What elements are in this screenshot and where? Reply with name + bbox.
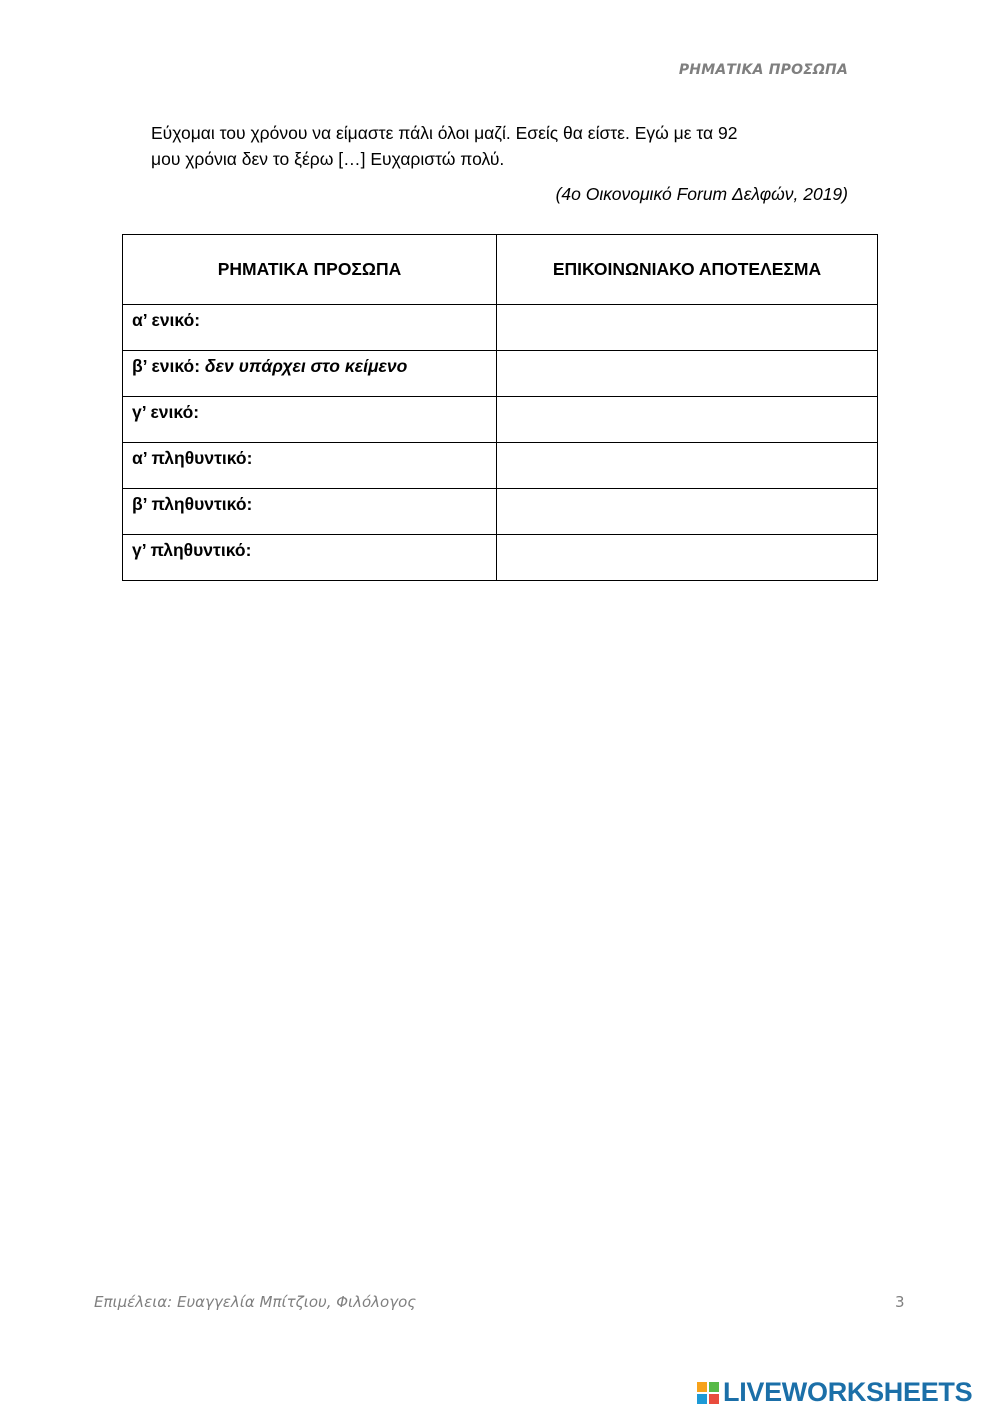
effect-answer-cell[interactable] bbox=[497, 489, 878, 535]
row-label-cell bbox=[123, 305, 497, 351]
person-label: γ’ ενικό: bbox=[132, 402, 200, 422]
table-row bbox=[123, 489, 878, 535]
row-label-cell bbox=[123, 489, 497, 535]
page-number: 3 bbox=[895, 1293, 905, 1311]
row-label-cell bbox=[123, 443, 497, 489]
effect-answer-cell[interactable] bbox=[497, 535, 878, 581]
table-row bbox=[123, 305, 878, 351]
verb-persons-table bbox=[122, 234, 878, 581]
row-label-cell bbox=[123, 351, 497, 397]
column-header-effect: ΕΠΙΚΟΙΝΩΝΙΑΚΟ ΑΠΟΤΕΛΕΣΜΑ bbox=[497, 235, 878, 305]
row-label-cell bbox=[123, 397, 497, 443]
quote-text bbox=[151, 120, 851, 172]
table-row bbox=[123, 443, 878, 489]
quote-line-1: Εύχομαι του χρόνου να είμαστε πάλι όλοι μαζί. Εσείς θα είστε. Εγώ με τα 92 bbox=[151, 123, 738, 143]
logo-squares-icon bbox=[697, 1382, 719, 1404]
quote-line-2: μου χρόνια δεν το ξέρω […] Ευχαριστώ πολύ. bbox=[151, 149, 505, 169]
effect-answer-cell[interactable] bbox=[497, 305, 878, 351]
liveworksheets-logo bbox=[697, 1377, 972, 1408]
effect-answer-cell[interactable] bbox=[497, 443, 878, 489]
person-label: β’ ενικό: bbox=[132, 356, 201, 376]
person-note: δεν υπάρχει στο κείμενο bbox=[204, 356, 408, 376]
effect-answer-cell[interactable] bbox=[497, 397, 878, 443]
person-label: β’ πληθυντικό: bbox=[132, 494, 253, 514]
logo-square bbox=[709, 1382, 719, 1392]
person-label: α’ ενικό: bbox=[132, 310, 201, 330]
column-header-persons: ΡΗΜΑΤΙΚΑ ΠΡΟΣΩΠΑ bbox=[123, 235, 497, 305]
effect-answer-cell[interactable] bbox=[497, 351, 878, 397]
running-header-title: ΡΗΜΑΤΙΚΑ ΠΡΟΣΩΠΑ bbox=[678, 62, 848, 78]
table-header-row bbox=[123, 235, 878, 305]
footer-credit: Επιμέλεια: Ευαγγελία Μπίτζιου, Φιλόλογος bbox=[94, 1293, 417, 1311]
logo-square bbox=[697, 1394, 707, 1404]
table-row bbox=[123, 397, 878, 443]
table-row bbox=[123, 535, 878, 581]
person-label: γ’ πληθυντικό: bbox=[132, 540, 252, 560]
row-label-cell bbox=[123, 535, 497, 581]
person-label: α’ πληθυντικό: bbox=[132, 448, 253, 468]
table-row bbox=[123, 351, 878, 397]
logo-square bbox=[697, 1382, 707, 1392]
quote-citation: (4ο Οικονομικό Forum Δελφών, 2019) bbox=[555, 184, 848, 204]
logo-square bbox=[709, 1394, 719, 1404]
logo-wordmark: LIVEWORKSHEETS bbox=[723, 1377, 973, 1407]
